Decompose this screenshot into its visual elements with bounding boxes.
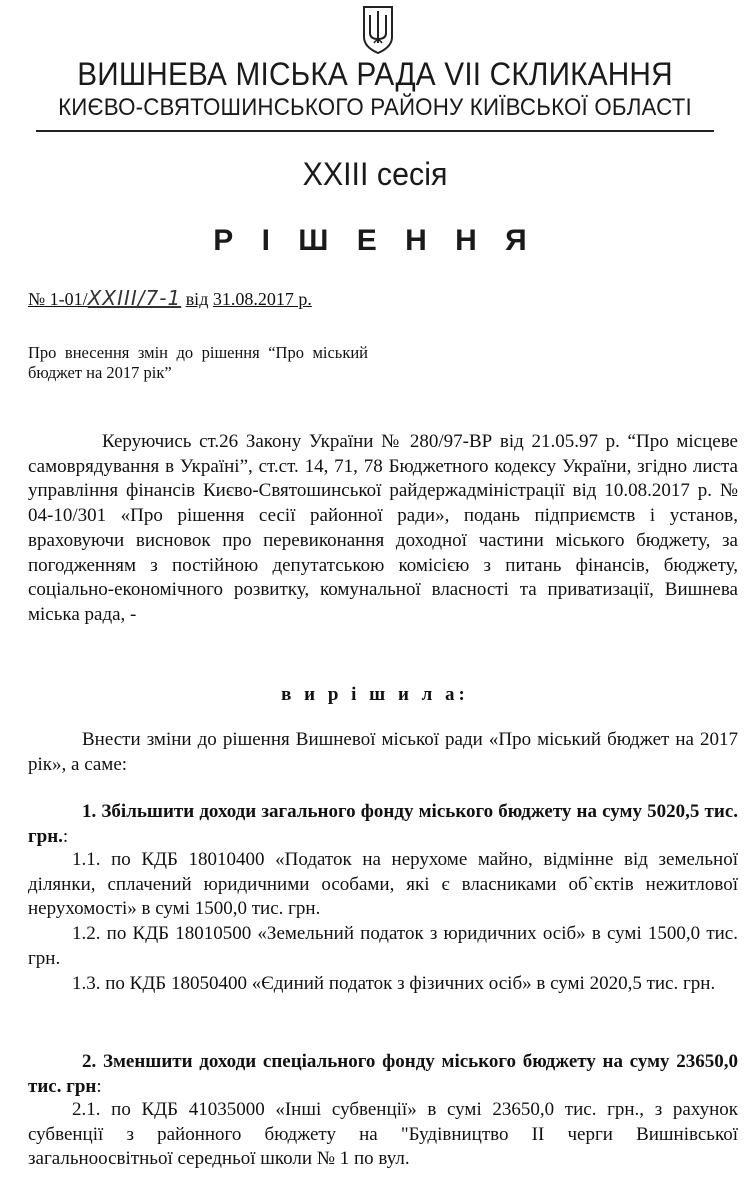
decision-number [28,286,312,310]
trident-emblem-icon [352,3,404,55]
handwritten-number: XXIII/7-1 [87,286,182,310]
resolved-heading: в и р і ш и л а: [281,684,469,705]
item-2-subitems [28,1098,738,1172]
council-district: КИЄВО-СВЯТОШИНСЬКОГО РАЙОНУ КИЇВСЬКОЇ ОБЛАСТІ [58,94,692,121]
item-1-title-text: 1. Збільшити доходи загального фонду міського бюджету на суму 5020,5 тис. грн. [28,801,738,847]
council-name: ВИШНЕВА МІСЬКА РАДА VII СКЛИКАННЯ [77,56,673,92]
subitem-1-1: 1.1. по КДБ 18010400 «Податок на нерухоме майно, відмінне від земельної ділянки, сплачений юридичними особами, які є власниками об`єктів нежитлової нерухомості» в сумі 1500,0 тис. грн. [28,849,738,920]
decision-title: Р І Ш Е Н Н Я [213,224,537,257]
item-1-title [28,800,738,849]
decision-subject: Про внесення змін до рішення “Про міський бюджет на 2017 рік” [28,343,368,382]
subitem-1-2: 1.2. по КДБ 18010500 «Земельний податок з юридичних осіб» в сумі 1500,0 тис. грн. [28,923,738,969]
item-1-subitems [28,848,738,996]
item-1-title-colon: : [62,825,69,847]
item-2-title-colon: : [96,1075,102,1097]
subitem-1-3: 1.3. по КДБ 18050400 «Єдиний податок з фізичних осіб» в сумі 2020,5 тис. грн. [72,972,716,994]
subitem-2-1: 2.1. по КДБ 41035000 «Інші субвенції» в сумі 23650,0 тис. грн., з рахунок субвенції з районного бюджету на "Будівництво ІІ черги Вишнівської загальноосвітньої середньої школи № 1 по вул. [28,1099,738,1170]
header-divider [36,130,714,132]
preamble-paragraph: Керуючись ст.26 Закону України № 280/97-ВР від 21.05.97 р. “Про місцеве самоврядування в Україні”, ст.ст. 14, 71, 78 Бюджетного кодексу України, згідно листа управління фінансів Києво-Святошинської райдержадміністрації від 10.08.2017 р. № 04-10/301 «Про рішення сесії районної ради», подань підприємств і установ, враховуючи висновок про перевиконання доходної частини міського бюджету, за погодженням з постійною депутатською комісією з питань фінансів, бюджету, соціально-економічного розвитку, комунальної власності та приватизації, Вишнева міська рада, - [28,431,738,625]
number-prefix: № 1-01/ [28,289,88,309]
item-2-title-text: 2. Зменшити доходи спеціального фонду міського бюджету на суму 23650,0 тис. грн [28,1051,738,1097]
from-label: від [185,289,209,309]
session-title: XXIII сесія [302,156,448,192]
item-2-title [28,1050,738,1099]
decision-date: 31.08.2017 р. [212,289,312,309]
intro-paragraph: Внести зміни до рішення Вишневої міської ради «Про міський бюджет на 2017 рік», а саме: [28,729,738,775]
